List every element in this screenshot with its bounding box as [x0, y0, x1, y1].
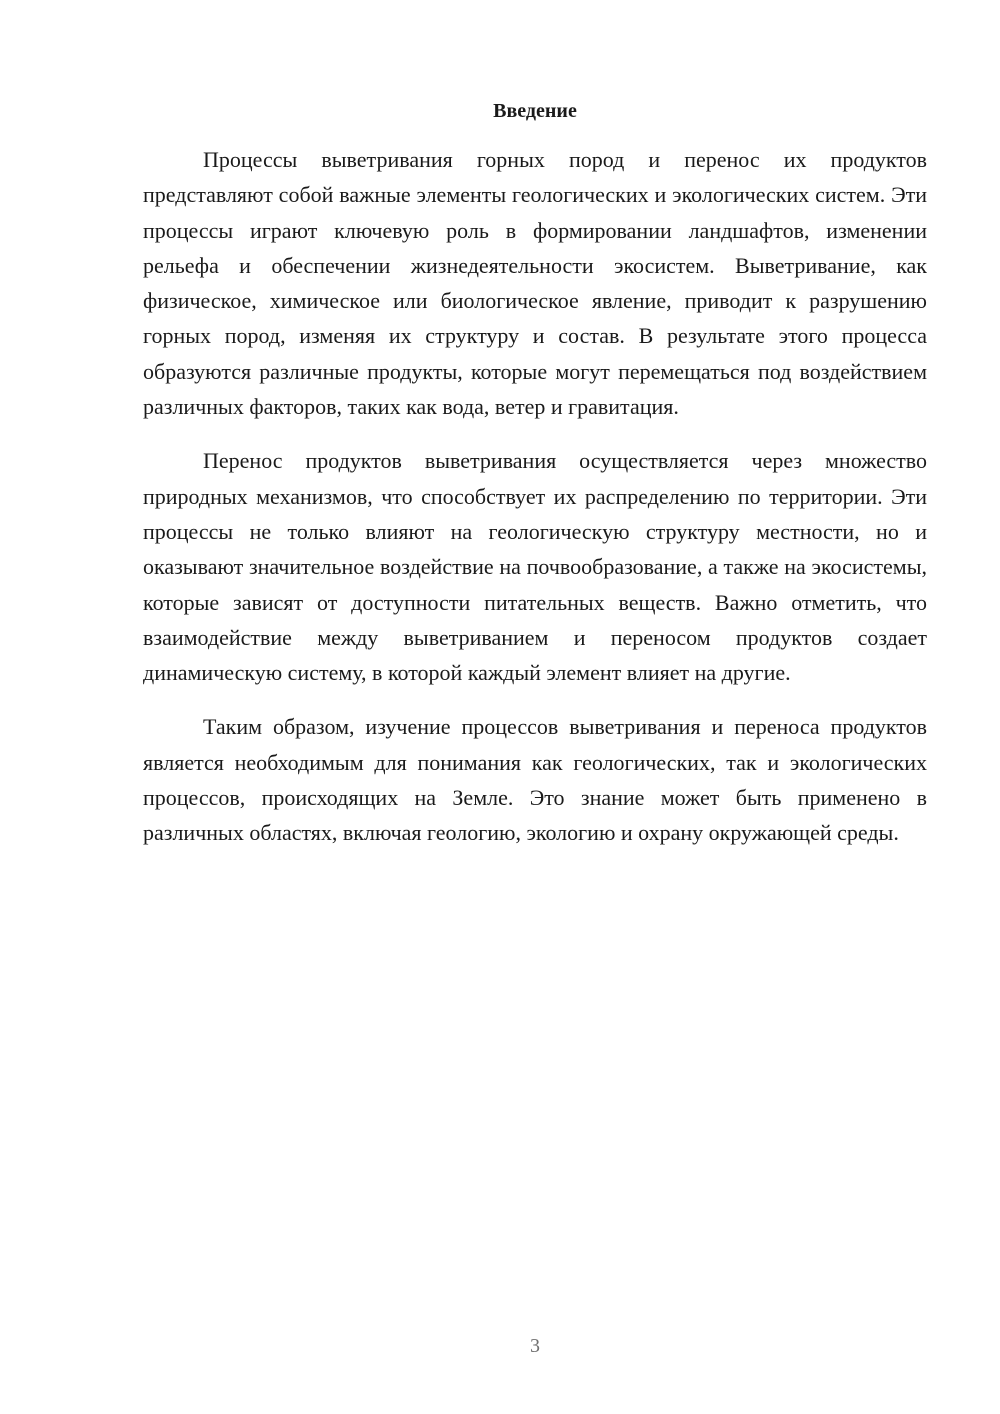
paragraph-1: Процессы выветривания горных пород и перенос их продуктов представляют собой важные элементы геологических и экологических систем. Эти процессы играют ключевую роль в формировании ландшафтов, изменении рельефа и обеспечении жизнедеятельности экосистем. Выветривание, как физическое, химическое или биологическое явление, приводит к разрушению горных пород, изменяя их структуру и состав. В результате этого процесса образуются различные продукты, которые могут перемещаться под воздействием различных факторов, таких как вода, ветер и гравитация. — [143, 147, 927, 420]
page-number: 3 — [530, 1335, 540, 1357]
section-heading: Введение — [493, 100, 577, 122]
paragraph-2: Перенос продуктов выветривания осуществляется через множество природных механизмов, что способствует их распределению по территории. Эти процессы не только влияют на геологическую структуру местности, но и оказывают значительное воздействие на почвообразование, а также на экосистемы, которые зависят от доступности питательных веществ. Важно отметить, что взаимодействие между выветриванием и переносом продуктов создает динамическую систему, в которой каждый элемент влияет на другие. — [143, 448, 927, 686]
paragraph-3: Таким образом, изучение процессов выветривания и переноса продуктов является необходимым для понимания как геологических, так и экологических процессов, происходящих на Земле. Это знание может быть применено в различных областях, включая геологию, экологию и охрану окружающей среды. — [143, 714, 927, 846]
body-text — [143, 142, 927, 851]
